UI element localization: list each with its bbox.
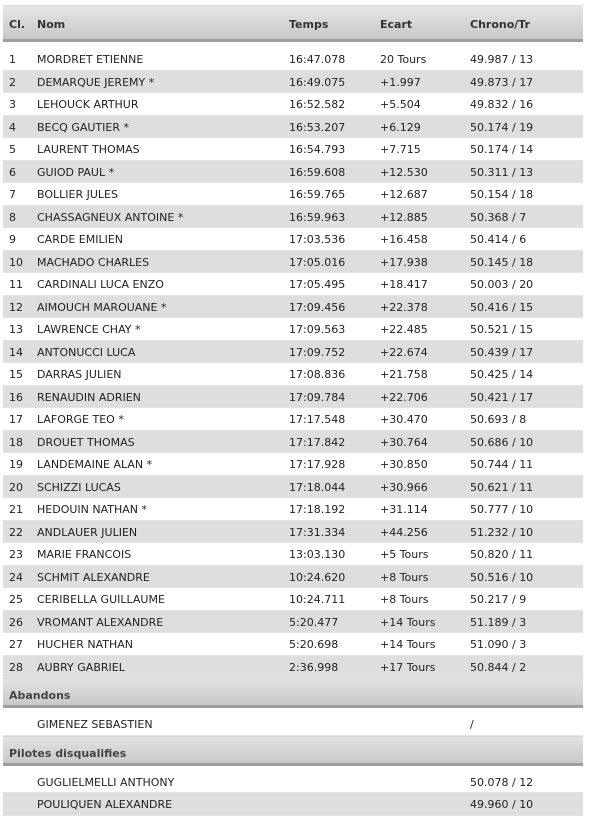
row-rank: 18 bbox=[9, 435, 23, 449]
row-ecart: +30.850 bbox=[380, 458, 428, 471]
row-chrono: 51.189 / 3 bbox=[470, 615, 527, 629]
row-temps: 10:24.711 bbox=[289, 593, 346, 606]
row-temps: 17:08.836 bbox=[289, 368, 346, 381]
row-name: CARDINALI LUCA ENZO bbox=[37, 278, 164, 291]
row-temps: 13:03.130 bbox=[289, 548, 346, 561]
row-ecart: +14 Tours bbox=[380, 638, 436, 651]
table-row bbox=[3, 93, 583, 116]
disqualifies-row-chrono: 49.960 / 10 bbox=[470, 798, 534, 811]
row-name: LAFORGE TEO * bbox=[37, 413, 124, 426]
row-name: MACHADO CHARLES bbox=[37, 255, 150, 269]
row-temps: 17:18.044 bbox=[289, 480, 346, 494]
row-rank: 28 bbox=[9, 660, 23, 674]
row-temps: 16:59.765 bbox=[289, 188, 346, 201]
disqualifies-row-name: POULIQUEN ALEXANDRE bbox=[37, 798, 173, 811]
row-chrono: 50.145 / 18 bbox=[470, 255, 534, 269]
row-temps: 17:05.016 bbox=[289, 255, 346, 269]
row-name: BECQ GAUTIER * bbox=[37, 120, 129, 134]
table-row bbox=[3, 386, 583, 409]
row-ecart: +22.485 bbox=[380, 323, 428, 336]
disqualifies-row-name: GUGLIELMELLI ANTHONY bbox=[37, 775, 175, 789]
row-name: MARIE FRANCOIS bbox=[37, 548, 132, 561]
row-temps: 17:05.495 bbox=[289, 278, 346, 291]
row-ecart: +17 Tours bbox=[380, 660, 436, 674]
row-chrono: 50.421 / 17 bbox=[470, 390, 534, 404]
row-ecart: 20 Tours bbox=[380, 53, 427, 66]
table-row bbox=[3, 206, 583, 229]
row-ecart: +18.417 bbox=[380, 278, 428, 291]
row-name: DARRAS JULIEN bbox=[37, 368, 122, 381]
row-name: GUIOD PAUL * bbox=[37, 165, 115, 179]
row-temps: 16:49.075 bbox=[289, 75, 346, 89]
row-temps: 17:03.536 bbox=[289, 233, 346, 246]
row-ecart: +30.966 bbox=[380, 480, 428, 494]
table-row bbox=[3, 408, 583, 431]
disqualifies-row-chrono: 50.078 / 12 bbox=[470, 775, 534, 789]
row-rank: 14 bbox=[9, 345, 23, 359]
row-rank: 24 bbox=[9, 570, 23, 584]
table-row bbox=[3, 453, 583, 476]
row-chrono: 50.621 / 11 bbox=[470, 480, 534, 494]
row-name: LEHOUCK ARTHUR bbox=[37, 98, 139, 111]
row-temps: 17:09.456 bbox=[289, 300, 346, 314]
row-chrono: 50.439 / 17 bbox=[470, 345, 534, 359]
row-ecart: +14 Tours bbox=[380, 615, 436, 629]
row-chrono: 50.217 / 9 bbox=[470, 593, 527, 606]
results-body bbox=[3, 48, 583, 678]
disqualifies-body bbox=[3, 771, 583, 816]
row-rank: 26 bbox=[9, 615, 23, 629]
row-name: VROMANT ALEXANDRE bbox=[37, 615, 164, 629]
row-chrono: 50.516 / 10 bbox=[470, 570, 534, 584]
row-name: MORDRET ETIENNE bbox=[37, 53, 144, 66]
row-temps: 16:52.582 bbox=[289, 98, 346, 111]
table-row bbox=[3, 543, 583, 566]
row-ecart: +17.938 bbox=[380, 255, 428, 269]
row-rank: 20 bbox=[9, 480, 23, 494]
row-rank: 27 bbox=[9, 638, 23, 651]
row-chrono: 50.777 / 10 bbox=[470, 503, 534, 516]
row-chrono: 50.003 / 20 bbox=[470, 278, 534, 291]
row-ecart: +1.997 bbox=[380, 75, 421, 89]
row-name: ANDLAUER JULIEN bbox=[37, 525, 138, 539]
results-table bbox=[3, 5, 583, 816]
table-row bbox=[3, 656, 583, 679]
row-rank: 12 bbox=[9, 300, 23, 314]
row-chrono: 50.693 / 8 bbox=[470, 413, 527, 426]
row-name: AIMOUCH MAROUANE * bbox=[37, 300, 167, 314]
row-ecart: +22.378 bbox=[380, 300, 428, 314]
table-row bbox=[3, 251, 583, 274]
row-name: SCHMIT ALEXANDRE bbox=[37, 570, 150, 584]
row-rank: 5 bbox=[9, 143, 16, 156]
row-ecart: +30.764 bbox=[380, 435, 428, 449]
row-chrono: 50.820 / 11 bbox=[470, 548, 534, 561]
row-temps: 16:59.963 bbox=[289, 210, 346, 224]
row-rank: 3 bbox=[9, 98, 16, 111]
row-name: LAURENT THOMAS bbox=[37, 143, 140, 156]
row-name: LAWRENCE CHAY * bbox=[37, 323, 141, 336]
row-temps: 10:24.620 bbox=[289, 570, 346, 584]
row-temps: 5:20.698 bbox=[289, 638, 339, 651]
row-temps: 2:36.998 bbox=[289, 660, 339, 674]
row-ecart: +12.687 bbox=[380, 188, 428, 201]
row-rank: 17 bbox=[9, 413, 23, 426]
row-rank: 25 bbox=[9, 593, 23, 606]
table-row bbox=[3, 566, 583, 589]
header-ecart[interactable]: Ecart bbox=[380, 18, 413, 31]
row-chrono: 50.368 / 7 bbox=[470, 210, 527, 224]
row-ecart: +21.758 bbox=[380, 368, 428, 381]
abandons-row bbox=[3, 713, 583, 736]
row-temps: 17:09.752 bbox=[289, 345, 346, 359]
row-name: LANDEMAINE ALAN * bbox=[37, 458, 153, 471]
table-row bbox=[3, 521, 583, 544]
row-ecart: +22.706 bbox=[380, 390, 428, 404]
row-name: HUCHER NATHAN bbox=[37, 638, 134, 651]
row-chrono: 50.425 / 14 bbox=[470, 368, 534, 381]
row-ecart: +8 Tours bbox=[380, 570, 429, 584]
table-row bbox=[3, 633, 583, 656]
abandons-title: Abandons bbox=[9, 689, 71, 702]
header-cl[interactable]: Cl. bbox=[9, 18, 26, 31]
header-temps[interactable]: Temps bbox=[289, 18, 329, 31]
table-row bbox=[3, 341, 583, 364]
table-row bbox=[3, 296, 583, 319]
table-row bbox=[3, 48, 583, 71]
row-rank: 7 bbox=[9, 188, 16, 201]
row-rank: 19 bbox=[9, 458, 23, 471]
row-name: ANTONUCCI LUCA bbox=[37, 345, 136, 359]
row-temps: 17:18.192 bbox=[289, 503, 346, 516]
row-chrono: 50.416 / 15 bbox=[470, 300, 534, 314]
row-ecart: +5 Tours bbox=[380, 548, 429, 561]
row-rank: 13 bbox=[9, 323, 23, 336]
table-row bbox=[3, 161, 583, 184]
disqualifies-row bbox=[3, 771, 583, 794]
row-rank: 10 bbox=[9, 255, 23, 269]
row-temps: 16:54.793 bbox=[289, 143, 346, 156]
row-ecart: +22.674 bbox=[380, 345, 428, 359]
table-row bbox=[3, 611, 583, 634]
row-rank: 15 bbox=[9, 368, 23, 381]
row-chrono: 50.174 / 19 bbox=[470, 120, 534, 134]
row-temps: 17:31.334 bbox=[289, 525, 346, 539]
row-ecart: +7.715 bbox=[380, 143, 421, 156]
disqualifies-row bbox=[3, 793, 583, 816]
row-name: DEMARQUE JEREMY * bbox=[37, 75, 155, 89]
row-ecart: +6.129 bbox=[380, 120, 421, 134]
row-chrono: 50.414 / 6 bbox=[470, 233, 527, 246]
table-row bbox=[3, 273, 583, 296]
row-chrono: 51.232 / 10 bbox=[470, 525, 534, 539]
row-rank: 6 bbox=[9, 165, 16, 179]
table-row bbox=[3, 363, 583, 386]
table-row bbox=[3, 228, 583, 251]
table-row bbox=[3, 476, 583, 499]
row-ecart: +8 Tours bbox=[380, 593, 429, 606]
row-chrono: 50.686 / 10 bbox=[470, 435, 534, 449]
abandons-section-header bbox=[3, 678, 583, 708]
row-temps: 17:17.548 bbox=[289, 413, 346, 426]
row-rank: 4 bbox=[9, 120, 16, 134]
row-rank: 21 bbox=[9, 503, 23, 516]
row-name: HEDOUIN NATHAN * bbox=[37, 503, 148, 516]
table-row bbox=[3, 588, 583, 611]
row-chrono: 50.154 / 18 bbox=[470, 188, 534, 201]
abandons-body bbox=[3, 713, 583, 736]
row-rank: 22 bbox=[9, 525, 23, 539]
disqualifies-section-header bbox=[3, 736, 583, 766]
row-ecart: +44.256 bbox=[380, 525, 428, 539]
row-rank: 8 bbox=[9, 210, 16, 224]
row-name: RENAUDIN ADRIEN bbox=[37, 390, 141, 404]
abandons-row-name: GIMENEZ SEBASTIEN bbox=[37, 718, 153, 731]
header-nom[interactable]: Nom bbox=[37, 18, 66, 31]
row-temps: 16:47.078 bbox=[289, 53, 346, 66]
row-name: CARDE EMILIEN bbox=[37, 233, 124, 246]
row-rank: 9 bbox=[9, 233, 16, 246]
row-temps: 17:17.928 bbox=[289, 458, 346, 471]
row-name: SCHIZZI LUCAS bbox=[37, 480, 121, 494]
table-row bbox=[3, 138, 583, 161]
row-temps: 16:53.207 bbox=[289, 120, 346, 134]
row-name: AUBRY GABRIEL bbox=[37, 660, 125, 674]
header-chrono[interactable]: Chrono/Tr bbox=[470, 18, 531, 31]
row-chrono: 50.521 / 15 bbox=[470, 323, 534, 336]
row-temps: 17:09.563 bbox=[289, 323, 346, 336]
row-ecart: +31.114 bbox=[380, 503, 428, 516]
row-chrono: 51.090 / 3 bbox=[470, 638, 527, 651]
row-chrono: 49.832 / 16 bbox=[470, 98, 534, 111]
table-row bbox=[3, 318, 583, 341]
row-ecart: +12.530 bbox=[380, 165, 428, 179]
row-rank: 2 bbox=[9, 75, 16, 89]
row-rank: 11 bbox=[9, 278, 23, 291]
row-temps: 5:20.477 bbox=[289, 615, 339, 629]
row-name: DROUET THOMAS bbox=[37, 435, 135, 449]
row-ecart: +12.885 bbox=[380, 210, 428, 224]
row-chrono: 50.744 / 11 bbox=[470, 458, 534, 471]
row-temps: 16:59.608 bbox=[289, 165, 346, 179]
table-header bbox=[3, 5, 583, 42]
row-chrono: 50.311 / 13 bbox=[470, 165, 534, 179]
row-ecart: +16.458 bbox=[380, 233, 428, 246]
row-ecart: +30.470 bbox=[380, 413, 428, 426]
row-temps: 17:17.842 bbox=[289, 435, 346, 449]
table-row bbox=[3, 116, 583, 139]
row-chrono: 49.873 / 17 bbox=[470, 75, 534, 89]
table-row bbox=[3, 183, 583, 206]
disqualifies-title: Pilotes disqualifies bbox=[9, 746, 127, 760]
row-rank: 16 bbox=[9, 390, 23, 404]
row-ecart: +5.504 bbox=[380, 98, 421, 111]
row-name: BOLLIER JULES bbox=[37, 188, 118, 201]
table-row bbox=[3, 71, 583, 94]
row-rank: 1 bbox=[9, 53, 16, 66]
row-name: CERIBELLA GUILLAUME bbox=[37, 593, 165, 606]
row-rank: 23 bbox=[9, 548, 23, 561]
row-chrono: 50.174 / 14 bbox=[470, 143, 534, 156]
row-name: CHASSAGNEUX ANTOINE * bbox=[37, 210, 184, 224]
table-row bbox=[3, 498, 583, 521]
table-row bbox=[3, 431, 583, 454]
row-chrono: 50.844 / 2 bbox=[470, 660, 527, 674]
abandons-row-chrono: / bbox=[470, 718, 474, 731]
row-temps: 17:09.784 bbox=[289, 390, 346, 404]
row-chrono: 49.987 / 13 bbox=[470, 53, 534, 66]
